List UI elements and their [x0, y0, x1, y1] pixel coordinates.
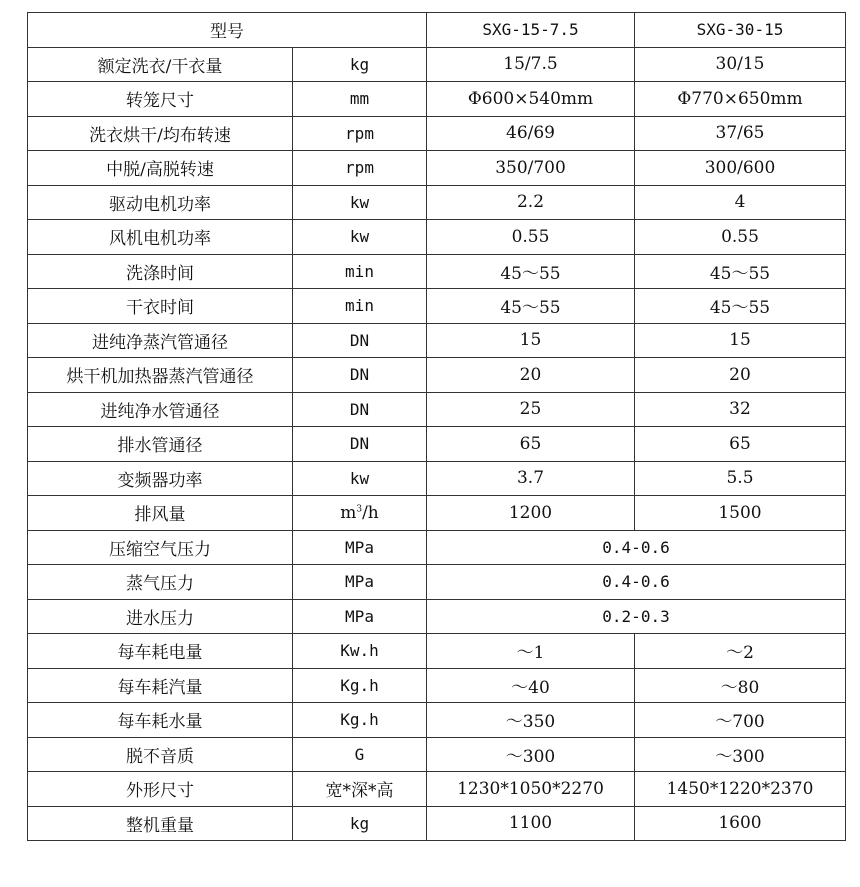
param-cell: 排风量: [28, 496, 293, 531]
param-cell: 每车耗水量: [28, 703, 293, 738]
unit-cell: 宽*深*高: [293, 772, 427, 807]
value-a-cell: Φ600×540mm: [427, 82, 635, 117]
param-cell: 额定洗衣/干衣量: [28, 47, 293, 82]
unit-cell: min: [293, 289, 427, 324]
param-cell: 中脱/高脱转速: [28, 151, 293, 186]
param-cell: 驱动电机功率: [28, 185, 293, 220]
merged-value-cell: 0.4-0.6: [427, 530, 846, 565]
table-row: [28, 772, 846, 807]
unit-superscript: 3: [356, 504, 363, 515]
value-b-cell: 45～55: [635, 289, 846, 324]
value-b-cell: ～2: [635, 634, 846, 669]
value-a-cell: 15: [427, 323, 635, 358]
merged-value-cell: 0.2-0.3: [427, 599, 846, 634]
value-a-cell: 1100: [427, 806, 635, 841]
unit-cell: MPa: [293, 530, 427, 565]
value-b-cell: 1450*1220*2370: [635, 772, 846, 807]
table-row: [28, 565, 846, 600]
value-a-cell: ～300: [427, 737, 635, 772]
table-row: [28, 634, 846, 669]
table-row: [28, 703, 846, 738]
unit-cell: DN: [293, 392, 427, 427]
param-cell: 洗涤时间: [28, 254, 293, 289]
table-row: [28, 737, 846, 772]
value-a-cell: 2.2: [427, 185, 635, 220]
unit-cell: DN: [293, 358, 427, 393]
value-b-cell: 1600: [635, 806, 846, 841]
table-row: [28, 220, 846, 255]
value-a-cell: 1230*1050*2270: [427, 772, 635, 807]
unit-cell: Kg.h: [293, 668, 427, 703]
unit-base: m: [340, 502, 357, 523]
table-row: [28, 116, 846, 151]
value-b-cell: 1500: [635, 496, 846, 531]
value-a-cell: 15/7.5: [427, 47, 635, 82]
value-a-cell: 0.55: [427, 220, 635, 255]
param-cell: 蒸气压力: [28, 565, 293, 600]
table-row: [28, 599, 846, 634]
unit-cell: kw: [293, 220, 427, 255]
value-b-cell: ～300: [635, 737, 846, 772]
table-row: [28, 254, 846, 289]
value-b-cell: 32: [635, 392, 846, 427]
table-row: [28, 530, 846, 565]
value-b-cell: 30/15: [635, 47, 846, 82]
value-b-cell: Φ770×650mm: [635, 82, 846, 117]
table-row: [28, 323, 846, 358]
unit-cell: Kg.h: [293, 703, 427, 738]
value-a-cell: 45～55: [427, 254, 635, 289]
value-b-cell: 20: [635, 358, 846, 393]
table-row: [28, 185, 846, 220]
table-row: [28, 289, 846, 324]
param-cell: 变频器功率: [28, 461, 293, 496]
value-a-cell: 45～55: [427, 289, 635, 324]
value-a-cell: 25: [427, 392, 635, 427]
value-b-cell: 0.55: [635, 220, 846, 255]
value-b-cell: 5.5: [635, 461, 846, 496]
table-row: [28, 358, 846, 393]
unit-cell: mm: [293, 82, 427, 117]
param-cell: 风机电机功率: [28, 220, 293, 255]
param-cell: 进水压力: [28, 599, 293, 634]
table-row: [28, 82, 846, 117]
param-cell: 每车耗汽量: [28, 668, 293, 703]
value-b-cell: ～80: [635, 668, 846, 703]
value-a-cell: ～1: [427, 634, 635, 669]
value-b-cell: 15: [635, 323, 846, 358]
table-row: [28, 47, 846, 82]
value-a-cell: 3.7: [427, 461, 635, 496]
unit-cell: MPa: [293, 599, 427, 634]
param-cell: 干衣时间: [28, 289, 293, 324]
unit-cell: rpm: [293, 116, 427, 151]
param-cell: 进纯净蒸汽管通径: [28, 323, 293, 358]
table-row: [28, 151, 846, 186]
table-row: [28, 496, 846, 531]
param-cell: 脱不音质: [28, 737, 293, 772]
table-row: [28, 392, 846, 427]
param-cell: 转笼尺寸: [28, 82, 293, 117]
model-b-header: SXG-30-15: [635, 13, 846, 48]
table-row: [28, 806, 846, 841]
value-b-cell: 300/600: [635, 151, 846, 186]
value-b-cell: 4: [635, 185, 846, 220]
param-cell: 每车耗电量: [28, 634, 293, 669]
unit-cell: G: [293, 737, 427, 772]
param-cell: 进纯净水管通径: [28, 392, 293, 427]
unit-tail: /h: [362, 502, 379, 523]
model-label-cell: 型号: [28, 13, 427, 48]
value-a-cell: ～40: [427, 668, 635, 703]
value-b-cell: 37/65: [635, 116, 846, 151]
param-cell: 压缩空气压力: [28, 530, 293, 565]
unit-cell: min: [293, 254, 427, 289]
header-row: [28, 13, 846, 48]
merged-value-cell: 0.4-0.6: [427, 565, 846, 600]
unit-cell: DN: [293, 427, 427, 462]
unit-cell: MPa: [293, 565, 427, 600]
model-a-header: SXG-15-7.5: [427, 13, 635, 48]
value-a-cell: 46/69: [427, 116, 635, 151]
param-cell: 排水管通径: [28, 427, 293, 462]
value-b-cell: 65: [635, 427, 846, 462]
spec-table: [27, 12, 846, 841]
param-cell: 整机重量: [28, 806, 293, 841]
table-row: [28, 461, 846, 496]
unit-cell: kg: [293, 47, 427, 82]
param-cell: 洗衣烘干/均布转速: [28, 116, 293, 151]
unit-cell: kg: [293, 806, 427, 841]
param-cell: 烘干机加热器蒸汽管通径: [28, 358, 293, 393]
unit-cell: kw: [293, 185, 427, 220]
unit-cell: rpm: [293, 151, 427, 186]
value-a-cell: 350/700: [427, 151, 635, 186]
value-b-cell: 45～55: [635, 254, 846, 289]
table-row: [28, 427, 846, 462]
value-a-cell: 65: [427, 427, 635, 462]
value-a-cell: 1200: [427, 496, 635, 531]
unit-cell: DN: [293, 323, 427, 358]
value-b-cell: ～700: [635, 703, 846, 738]
table-row: [28, 668, 846, 703]
param-cell: 外形尺寸: [28, 772, 293, 807]
unit-cell: Kw.h: [293, 634, 427, 669]
value-a-cell: ～350: [427, 703, 635, 738]
unit-cell: kw: [293, 461, 427, 496]
value-a-cell: 20: [427, 358, 635, 393]
unit-cell: [293, 496, 427, 531]
